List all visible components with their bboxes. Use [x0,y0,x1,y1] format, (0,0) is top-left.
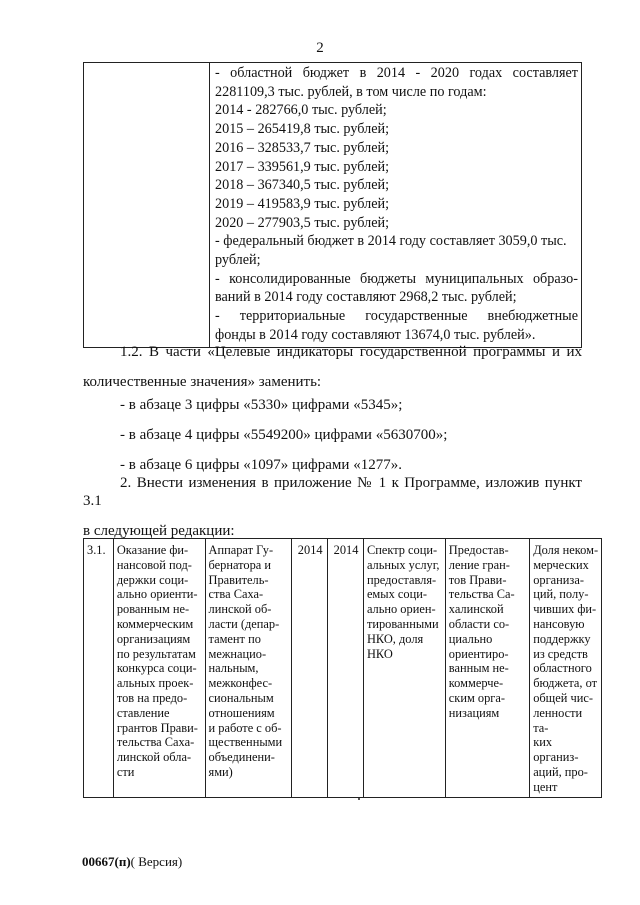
cell-line: организа- [533,572,584,587]
cell-line: сти [116,764,135,779]
cell-line: тов на предо- [116,690,188,705]
cell-line: щественными [208,735,283,750]
cell-line: ями) [208,764,233,779]
cell-line: поддержку [533,631,591,646]
item-number-cell [84,539,114,798]
cell-line: ально ориен- [366,602,436,617]
cell-line: нальным, [208,661,259,676]
cell-line: областного [533,661,592,676]
end-year: 2014 [333,543,359,557]
cell-line: держки соци- [116,572,189,587]
funding-line: 2014 - 282766,0 тыс. рублей; [215,102,387,119]
section-1-2-paragraph [83,343,582,391]
replacement-item: - в абзаце 4 цифры «5549200» цифрами «5630700»; [120,427,448,443]
cell-line: коммерческим [116,616,194,631]
cell-line: Аппарат Гу- [208,543,274,557]
cell-line: ориентиро- [448,646,509,661]
cell-line: из средств [533,646,588,661]
indicator-cell [530,539,602,798]
cell-line: организациям [116,631,191,646]
cell-line: области со- [448,616,510,631]
section-1-2-line: количественные значения» заменить: [83,374,322,390]
cell-line: емых соци- [366,587,427,602]
cell-line: цент [533,779,558,794]
funding-line: фонды в 2014 году составляют 13674,0 тыс. рублей». [215,326,536,343]
cell-line: ленности та- [533,705,583,735]
cell-line: сиональным [208,690,274,705]
section-1-2-line: 1.2. В части «Целевые индикаторы государственной программы и их [120,344,582,360]
cell-line: грантов Прави- [116,720,198,735]
cell-line: отношениям [208,705,275,720]
cell-line: ально ориенти- [116,587,198,602]
cell-line: мерческих [533,557,589,572]
cell-line: Правитель- [208,572,269,587]
start-year-cell [292,539,328,798]
section-2-line: 2. Внести изменения в приложение № 1 к Программе, изложив пункт 3.1 [83,475,582,509]
cell-line: рованным не- [116,602,190,617]
cell-line: тельства Са- [448,587,515,602]
cell-line: ласти (депар- [208,616,280,631]
cell-line: нансовую [533,616,585,631]
cell-line: общей чис- [533,690,593,705]
cell-line: тельства Саха- [116,735,195,750]
cell-line: ства Саха- [208,587,264,602]
cell-line: циально [448,631,493,646]
funding-line: - федеральный бюджет в 2014 году составляет 3059,0 тыс. [215,233,567,250]
cell-line: ций, полу- [533,587,589,602]
funding-table [83,62,582,348]
executor-cell [205,539,292,798]
cell-line: бернатора и [208,557,272,572]
funding-row [84,63,582,348]
funding-line: 2018 – 367340,5 тыс. рублей; [215,177,390,194]
funding-line: - консолидированные бюджеты муниципальных образо- [215,270,578,287]
section-2-paragraph [83,474,582,540]
cell-line: тамент по [208,631,261,646]
cell-line: линской об- [208,602,272,617]
program-item-table [83,538,602,798]
cell-line: халинской [448,602,504,617]
funding-line: 2015 – 265419,8 тыс. рублей; [215,121,390,138]
cell-line: Оказание фи- [116,543,189,557]
cell-line: ванным не- [448,661,509,676]
cell-line: альных проек- [116,676,194,691]
result-cell [363,539,445,798]
funding-line: - территориальные государственные внебюджетные [215,308,578,325]
cell-line: тированными [366,616,439,631]
cell-line: ких организ- [533,735,579,765]
cell-line: конкурса соци- [116,661,197,676]
cell-line: ским орга- [448,690,505,705]
funding-line: 2016 – 328533,7 тыс. рублей; [215,139,390,156]
cell-line: Предостав- [448,543,509,557]
cell-line: аций, про- [533,764,588,779]
funding-line: 2019 – 419583,9 тыс. рублей; [215,195,390,212]
cell-line: ставление [116,705,170,720]
cell-line: по результатам [116,646,196,661]
cell-line: ление гран- [448,557,510,572]
funding-line: рублей; [215,252,261,269]
scan-speck [358,798,360,800]
funding-line: 2020 – 277903,5 тыс. рублей; [215,214,390,231]
funding-line: 2017 – 339561,9 тыс. рублей; [215,158,390,175]
cell-line: коммерче- [448,676,504,691]
cell-line: бюджета, от [533,676,598,691]
document-version: ( Версия) [130,854,183,869]
cell-line: альных услуг, [366,557,440,572]
cell-line: тов Прави- [448,572,507,587]
replacement-item: - в абзаце 3 цифры «5330» цифрами «5345»; [120,397,403,413]
section-2-line: в следующей редакции: [83,523,235,539]
document-code: 00667(п) [82,854,131,869]
cell-line: предоставля- [366,572,437,587]
cell-line: Спектр соци- [366,543,438,557]
cell-line: межконфес- [208,676,273,691]
cell-line: низациям [448,705,500,720]
funding-line: ваний в 2014 году составляют 2968,2 тыс. рублей; [215,289,517,306]
replacement-list [120,396,447,486]
cell-line: НКО, доля [366,631,424,646]
program-item-row [84,539,602,798]
funding-table-content-cell [210,63,582,348]
replacement-item: - в абзаце 6 цифры «1097» цифрами «1277». [120,457,402,473]
document-footer [82,854,182,870]
cell-line: линской обла- [116,750,192,765]
page-number: 2 [316,40,324,56]
item-number: 3.1. [87,543,106,557]
cell-line: объединени- [208,750,275,765]
start-year: 2014 [297,543,323,557]
funding-line: - областной бюджет в 2014 - 2020 годах составляет [215,65,578,81]
cell-line: и работе с об- [208,720,282,735]
funding-table-label-cell [84,63,210,348]
funding-line: 2281109,3 тыс. рублей, в том числе по годам: [215,83,487,100]
cell-line: нансовой под- [116,557,192,572]
mechanism-cell [445,539,529,798]
cell-line: чивших фи- [533,602,597,617]
end-year-cell [328,539,364,798]
activity-cell [113,539,205,798]
cell-line: НКО [366,646,393,661]
cell-line: Доля неком- [533,543,599,557]
cell-line: межнацио- [208,646,267,661]
